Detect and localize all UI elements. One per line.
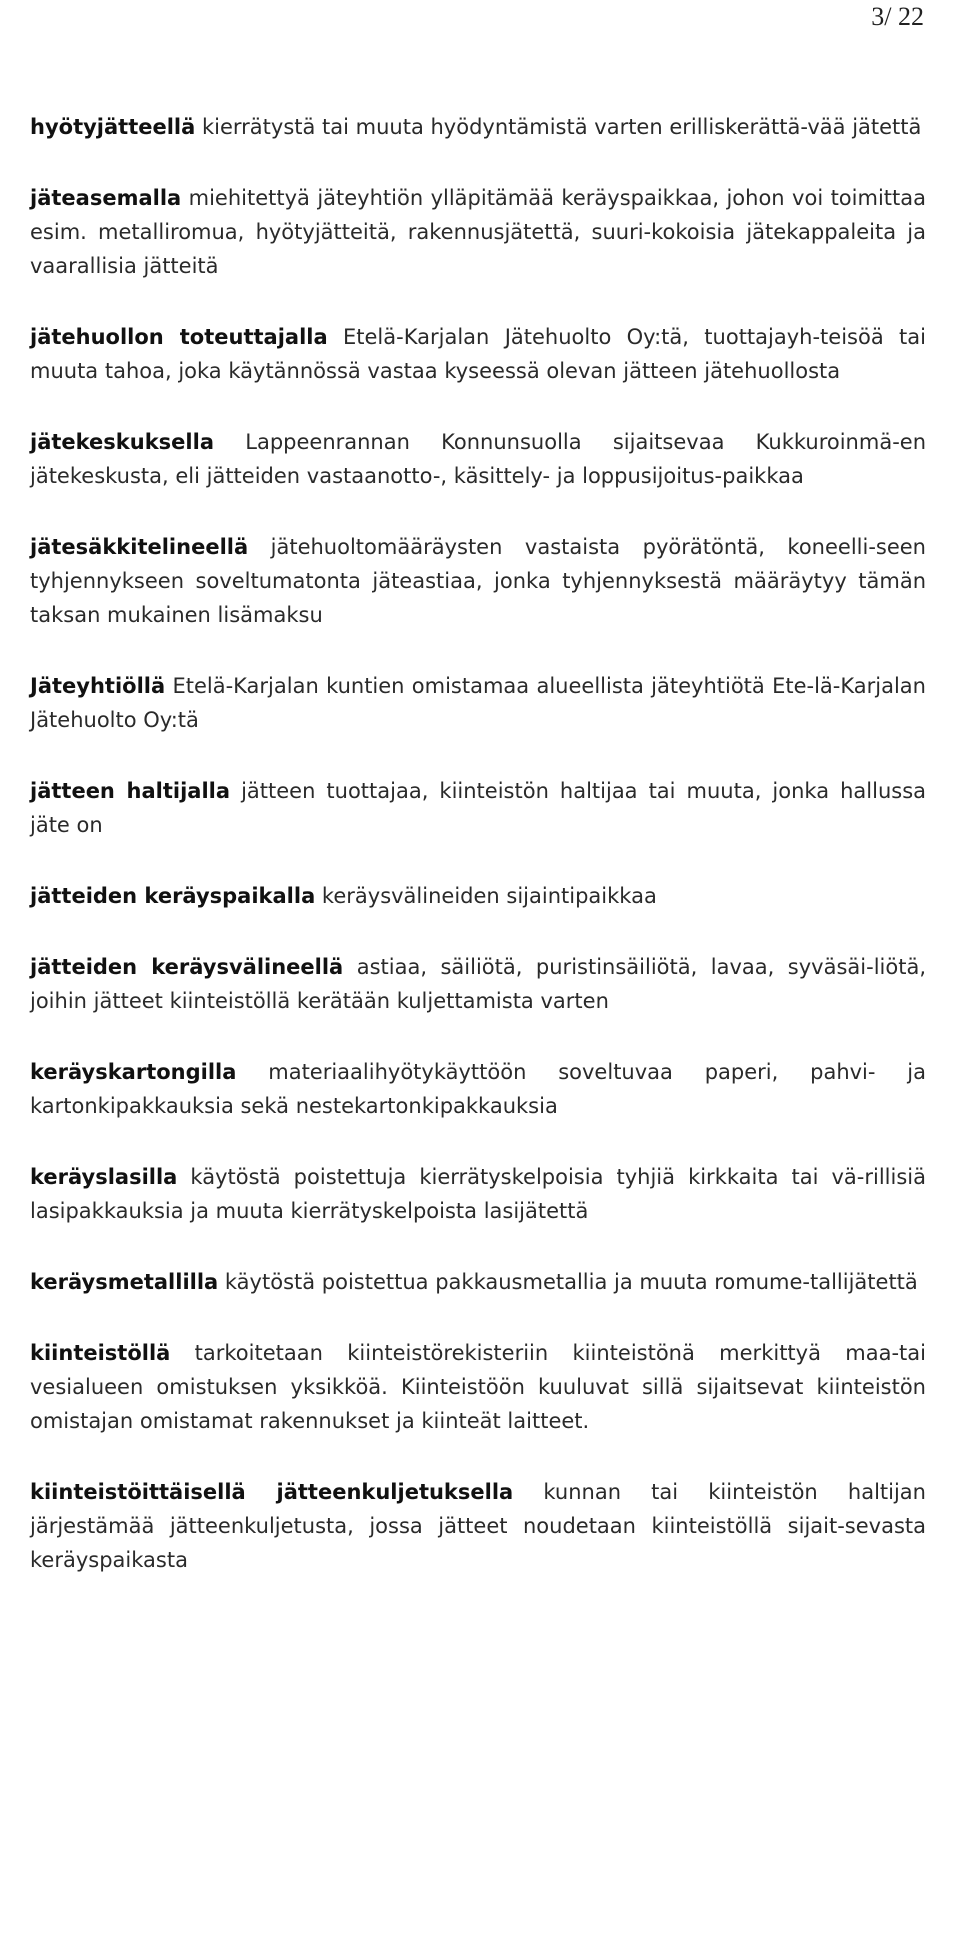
definition-term: keräysmetallilla — [30, 1270, 219, 1294]
definition-term: jätehuollon toteuttajalla — [30, 325, 328, 349]
definitions-list — [30, 110, 926, 1614]
definition-entry — [30, 950, 926, 1018]
definition-entry — [30, 774, 926, 842]
definition-text: miehitettyä jäteyhtiön ylläpitämää keräyspaikkaa, johon voi toimittaa esim. metalliromua, hyötyjätteitä, rakennusjätettä, suuri-kokoisia jätekappaleita ja vaarallisia jätteitä — [30, 186, 926, 278]
definition-term: keräyskartongilla — [30, 1060, 237, 1084]
definition-entry — [30, 1055, 926, 1123]
definition-term: jätteen haltijalla — [30, 779, 231, 803]
definition-term: jätekeskuksella — [30, 430, 214, 454]
definition-entry — [30, 879, 926, 913]
definition-entry — [30, 1265, 926, 1299]
definition-term: jätteiden keräysvälineellä — [30, 955, 344, 979]
definition-text: materiaalihyötykäyttöön soveltuvaa paperi, pahvi- ja kartonkipakkauksia sekä nestekartonkipakkauksia — [30, 1060, 926, 1118]
definition-term: jätesäkkitelineellä — [30, 535, 249, 559]
definition-term: hyötyjätteellä — [30, 115, 196, 139]
definition-entry — [30, 110, 926, 144]
definition-entry — [30, 1336, 926, 1438]
definition-text: käytöstä poistettua pakkausmetallia ja muuta romume-tallijätettä — [218, 1270, 918, 1294]
definition-text: Etelä-Karjalan kuntien omistamaa alueellista jäteyhtiötä Ete-lä-Karjalan Jätehuolto Oy:tä — [30, 674, 926, 732]
definition-term: Jäteyhtiöllä — [30, 674, 166, 698]
definition-text: jätehuoltomääräysten vastaista pyörätöntä, koneelli-seen tyhjennykseen soveltumatonta jäteastiaa, jonka tyhjennyksestä määräytyy tämän taksan mukainen lisämaksu — [30, 535, 926, 627]
definition-text: astiaa, säiliötä, puristinsäiliötä, lavaa, syväsäi-liötä, joihin jätteet kiinteistöllä kerätään kuljettamista varten — [30, 955, 926, 1013]
definition-text: keräysvälineiden sijaintipaikkaa — [315, 884, 657, 908]
definition-term: kiinteistöllä — [30, 1341, 171, 1365]
definition-entry — [30, 669, 926, 737]
definition-text: käytöstä poistettuja kierrätyskelpoisia tyhjiä kirkkaita tai vä-rillisiä lasipakkauksia ja muuta kierrätyskelpoista lasijätettä — [30, 1165, 926, 1223]
definition-term: kiinteistöittäisellä jätteenkuljetuksella — [30, 1480, 514, 1504]
definition-entry — [30, 1160, 926, 1228]
definition-term: keräyslasilla — [30, 1165, 178, 1189]
page-number: 3/ 22 — [871, 2, 924, 31]
definition-text: Lappeenrannan Konnunsuolla sijaitsevaa Kukkuroinmä-en jätekeskusta, eli jätteiden vastaanotto-, käsittely- ja loppusijoitus-paikkaa — [30, 430, 926, 488]
definition-term: jäteasemalla — [30, 186, 182, 210]
definition-text: jätteen tuottajaa, kiinteistön haltijaa tai muuta, jonka hallussa jäte on — [30, 779, 927, 837]
definition-text: kunnan tai kiinteistön haltijan järjestämää jätteenkuljetusta, jossa jätteet noudetaan kiinteistöllä sijait-sevasta keräyspaikasta — [30, 1480, 926, 1572]
definition-text: Etelä-Karjalan Jätehuolto Oy:tä, tuottajayh-teisöä tai muuta tahoa, joka käytännössä vastaa kyseessä olevan jätteen jätehuollosta — [30, 325, 926, 383]
definition-term: jätteiden keräyspaikalla — [30, 884, 316, 908]
definition-entry — [30, 181, 926, 283]
definition-entry — [30, 1475, 926, 1577]
definition-entry — [30, 320, 926, 388]
definition-entry — [30, 425, 926, 493]
definition-entry — [30, 530, 926, 632]
definition-text: tarkoitetaan kiinteistörekisteriin kiinteistönä merkittyä maa-tai vesialueen omistuksen yksikköä. Kiinteistöön kuuluvat sillä sijaitsevat kiinteistön omistajan omistamat rakennukset ja kiinteät laitteet. — [30, 1341, 926, 1433]
definition-text: kierrätystä tai muuta hyödyntämistä varten erilliskerättä-vää jätettä — [195, 115, 922, 139]
